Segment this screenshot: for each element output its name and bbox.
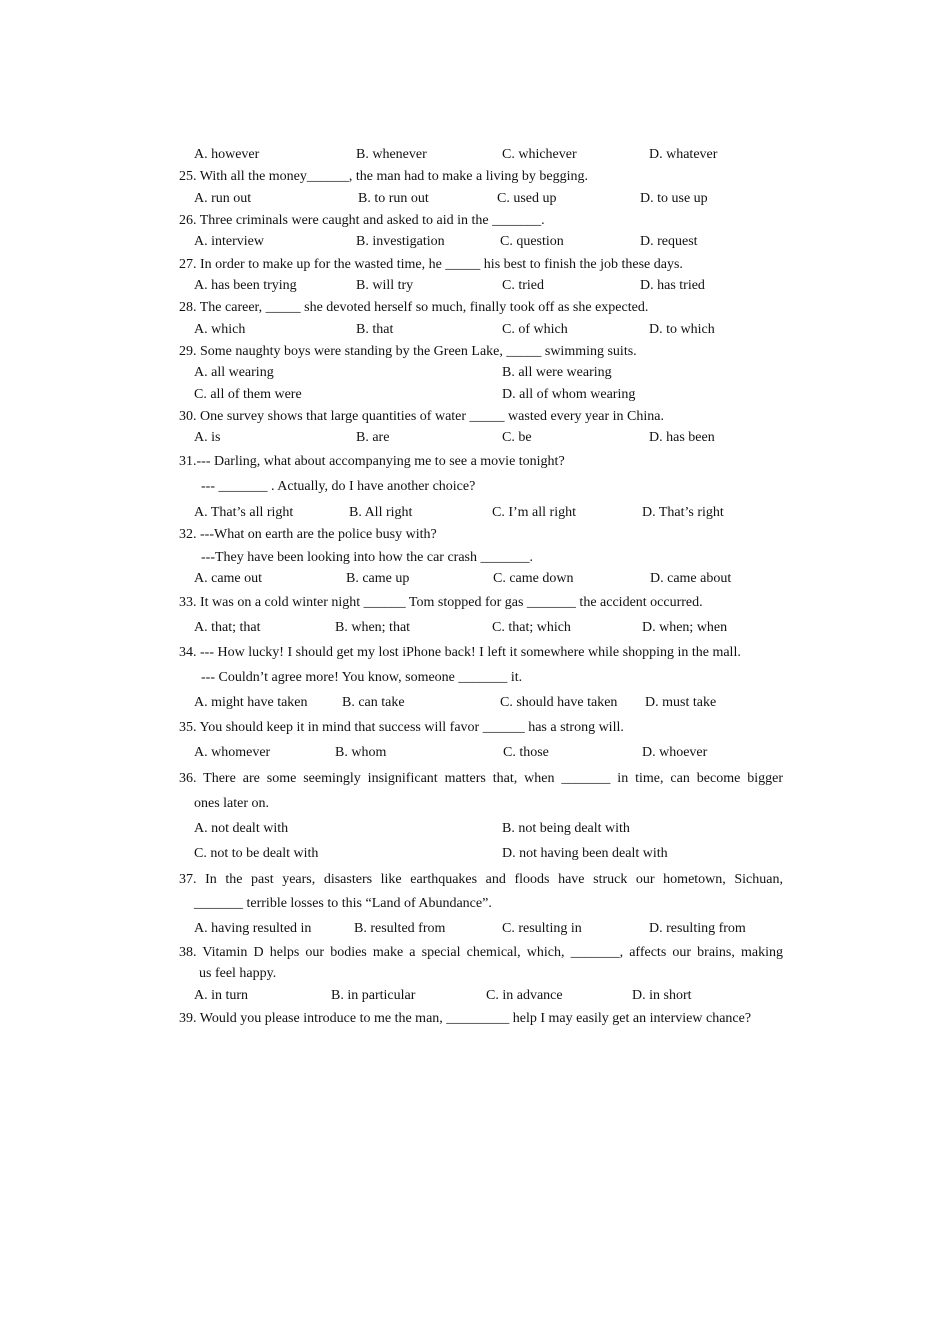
q29-option-b: B. all were wearing	[502, 365, 612, 380]
q28-stem: 28. The career, _____ she devoted herself so much, finally took off as she expected.	[179, 300, 649, 315]
q27-option-a: A. has been trying	[194, 278, 297, 293]
q29-stem: 29. Some naughty boys were standing by the Green Lake, _____ swimming suits.	[179, 344, 637, 359]
q28-option-d: D. to which	[649, 322, 715, 337]
q32-option-b: B. came up	[346, 571, 410, 586]
q37-option-a: A. having resulted in	[194, 921, 312, 936]
q38-option-c: C. in advance	[486, 988, 563, 1003]
q36-option-c: C. not to be dealt with	[194, 846, 319, 861]
q27-option-c: C. tried	[502, 278, 544, 293]
q27-option-b: B. will try	[356, 278, 414, 293]
q32-option-a: A. came out	[194, 571, 263, 586]
q35-option-a: A. whomever	[194, 745, 271, 760]
q25-option-c: C. used up	[497, 191, 557, 206]
q30-option-d: D. has been	[649, 430, 715, 445]
q26-option-c: C. question	[500, 234, 564, 249]
q33-option-b: B. when; that	[335, 620, 411, 635]
q25-option-b: B. to run out	[358, 191, 429, 206]
q36-option-a: A. not dealt with	[194, 821, 289, 836]
q37-option-d: D. resulting from	[649, 921, 746, 936]
q37-option-b: B. resulted from	[354, 921, 446, 936]
q35-option-d: D. whoever	[642, 745, 708, 760]
q36-stem-line1: 36. There are some seemingly insignificant matters that, when _______ in time, can become bigger	[179, 771, 783, 786]
q31-reply: --- _______ . Actually, do I have another choice?	[201, 479, 476, 494]
q27-stem: 27. In order to make up for the wasted time, he _____ his best to finish the job these days.	[179, 257, 683, 272]
q32-stem: 32. ---What on earth are the police busy with?	[179, 527, 437, 542]
q35-option-b: B. whom	[335, 745, 387, 760]
q28-option-a: A. which	[194, 322, 246, 337]
q25-option-a: A. run out	[194, 191, 252, 206]
q38-stem-line1: 38. Vitamin D helps our bodies make a special chemical, which, _______, affects our brains, making	[179, 945, 783, 960]
q28-option-b: B. that	[356, 322, 394, 337]
q37-stem-line1: 37. In the past years, disasters like earthquakes and floods have struck our hometown, Sichuan,	[179, 872, 783, 887]
q30-stem: 30. One survey shows that large quantities of water _____ wasted every year in China.	[179, 409, 664, 424]
q30-option-a: A. is	[194, 430, 221, 445]
q26-option-b: B. investigation	[356, 234, 445, 249]
q38-option-a: A. in turn	[194, 988, 249, 1003]
q24-option-d: D. whatever	[649, 147, 718, 162]
q30-option-b: B. are	[356, 430, 390, 445]
q28-option-c: C. of which	[502, 322, 568, 337]
q35-option-c: C. those	[503, 745, 549, 760]
q31-option-a: A. That’s all right	[194, 505, 294, 520]
q33-option-c: C. that; which	[492, 620, 571, 635]
q33-stem: 33. It was on a cold winter night ______ Tom stopped for gas _______ the accident occurred.	[179, 595, 703, 610]
q32-reply: ---They have been looking into how the car crash _______.	[201, 550, 534, 565]
q29-option-c: C. all of them were	[194, 387, 302, 402]
q34-option-b: B. can take	[342, 695, 405, 710]
q32-option-d: D. came about	[650, 571, 732, 586]
q33-option-d: D. when; when	[642, 620, 728, 635]
q24-option-b: B. whenever	[356, 147, 427, 162]
q31-option-c: C. I’m all right	[492, 505, 576, 520]
q26-stem: 26. Three criminals were caught and asked to aid in the _______.	[179, 213, 545, 228]
q36-option-b: B. not being dealt with	[502, 821, 630, 836]
q33-option-a: A. that; that	[194, 620, 261, 635]
q36-option-d: D. not having been dealt with	[502, 846, 668, 861]
q35-stem: 35. You should keep it in mind that success will favor ______ has a strong will.	[179, 720, 624, 735]
q29-option-a: A. all wearing	[194, 365, 274, 380]
q25-option-d: D. to use up	[640, 191, 708, 206]
q31-stem: 31.--- Darling, what about accompanying me to see a movie tonight?	[179, 454, 565, 469]
q37-option-c: C. resulting in	[502, 921, 582, 936]
q34-option-a: A. might have taken	[194, 695, 308, 710]
q34-option-d: D. must take	[645, 695, 717, 710]
q26-option-a: A. interview	[194, 234, 264, 249]
q38-stem-line2: us feel happy.	[199, 966, 277, 981]
q31-option-d: D. That’s right	[642, 505, 724, 520]
q24-option-a: A. however	[194, 147, 260, 162]
q26-option-d: D. request	[640, 234, 698, 249]
q37-stem-line2: _______ terrible losses to this “Land of Abundance”.	[194, 896, 492, 911]
q34-reply: --- Couldn’t agree more! You know, someone _______ it.	[201, 670, 523, 685]
q32-option-c: C. came down	[493, 571, 574, 586]
q29-option-d: D. all of whom wearing	[502, 387, 636, 402]
q30-option-c: C. be	[502, 430, 532, 445]
q34-stem: 34. --- How lucky! I should get my lost iPhone back! I left it somewhere while shopping in the mall.	[179, 645, 741, 660]
q31-option-b: B. All right	[349, 505, 413, 520]
q25-stem: 25. With all the money______, the man had to make a living by begging.	[179, 169, 588, 184]
q24-option-c: C. whichever	[502, 147, 577, 162]
q38-option-d: D. in short	[632, 988, 692, 1003]
q34-option-c: C. should have taken	[500, 695, 618, 710]
q38-option-b: B. in particular	[331, 988, 416, 1003]
q39-stem: 39. Would you please introduce to me the man, _________ help I may easily get an interview chance?	[179, 1011, 752, 1026]
q36-stem-line2: ones later on.	[194, 796, 270, 811]
q27-option-d: D. has tried	[640, 278, 705, 293]
